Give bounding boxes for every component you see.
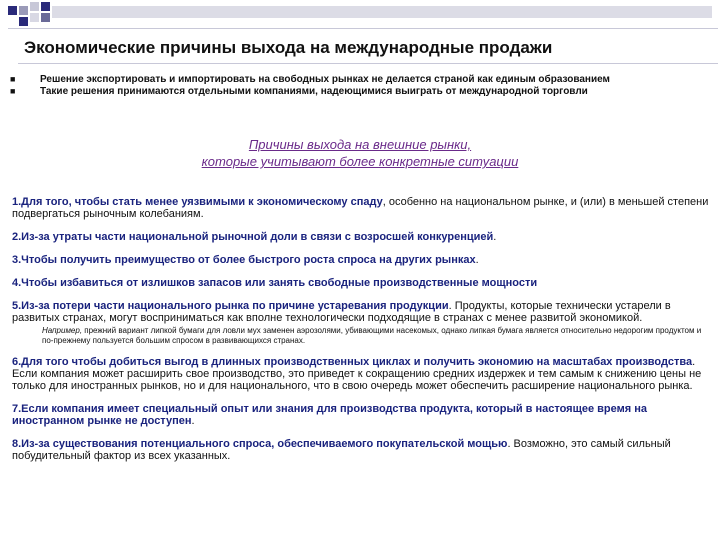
- reason-item: 4.Чтобы избавиться от излишков запасов или занять свободные производственные мощности: [12, 277, 538, 289]
- reason-item: 3.Чтобы получить преимущество от более быстрого роста спроса на других рынках.: [12, 254, 479, 266]
- reasons-list: [12, 196, 712, 473]
- decorative-squares: [0, 0, 720, 40]
- bullet-item: ■ Решение экспортировать и импортировать на свободных рынках не делается страной как единым образованием: [10, 74, 610, 85]
- title-divider: [18, 63, 718, 64]
- reason-item: 7.Если компания имеет специальный опыт или знания для производства продукта, который в настоящее время на иностранном рынке не доступен.: [12, 403, 647, 428]
- section-subtitle: Причины выхода на внешние рынки, которые учитывают более конкретные ситуации: [201, 137, 519, 169]
- reason-item: 5.Из-за потери части национального рынка по причине устаревания продукции. Продукты, которые технически устарели в развитых странах, могут восприниматься как вполне технологически подходящие в странах с менее развитой экономикой. Например, прежний вариант липкой бумаги для ловли мух заменен аэрозолями, убивающими насекомых, однако липкая бумага является относительно недорогим продуктом и по-прежнему пользуется большим спросом в развивающихся странах.: [12, 300, 712, 345]
- bullet-list: [8, 74, 698, 98]
- square-bullet-icon: ■: [10, 86, 16, 96]
- reason-item: 8.Из-за существования потенциального спроса, обеспечиваемого покупательской мощью. Возможно, это самый сильный побудительный фактор из всех указанных.: [12, 438, 671, 463]
- page-title: Экономические причины выхода на международные продажи: [24, 38, 553, 57]
- reason-item: 2.Из-за утраты части национальной рыночной доли в связи с возросшей конкуренцией.: [12, 231, 497, 243]
- reason-item: 1.Для того, чтобы стать менее уязвимыми к экономическому спаду, особенно на национальном рынке, и (или) в меньшей степени подвергаться рыночным колебаниям.: [12, 196, 709, 220]
- reason-item: 6.Для того чтобы добиться выгод в длинных производственных циклах и получить экономию на масштабах производства. Если компания может расширить свое производство, это приведет к сокращению средних издержек и тем самым к снижению цены не только для иностранных рынков, но и для национального, что в свою очередь может обеспечить расширение национального рынка.: [12, 356, 702, 393]
- bullet-item: ■ Такие решения принимаются отдельными компаниями, надеющимися выиграть от международной торговли: [10, 86, 588, 97]
- square-bullet-icon: ■: [10, 74, 16, 84]
- example-note: Например, прежний вариант липкой бумаги для ловли мух заменен аэрозолями, убивающими насекомых, однако липкая бумага является относительно недорогим продуктом и по-прежнему пользуется большим спросом в развивающихся странах.: [42, 326, 702, 345]
